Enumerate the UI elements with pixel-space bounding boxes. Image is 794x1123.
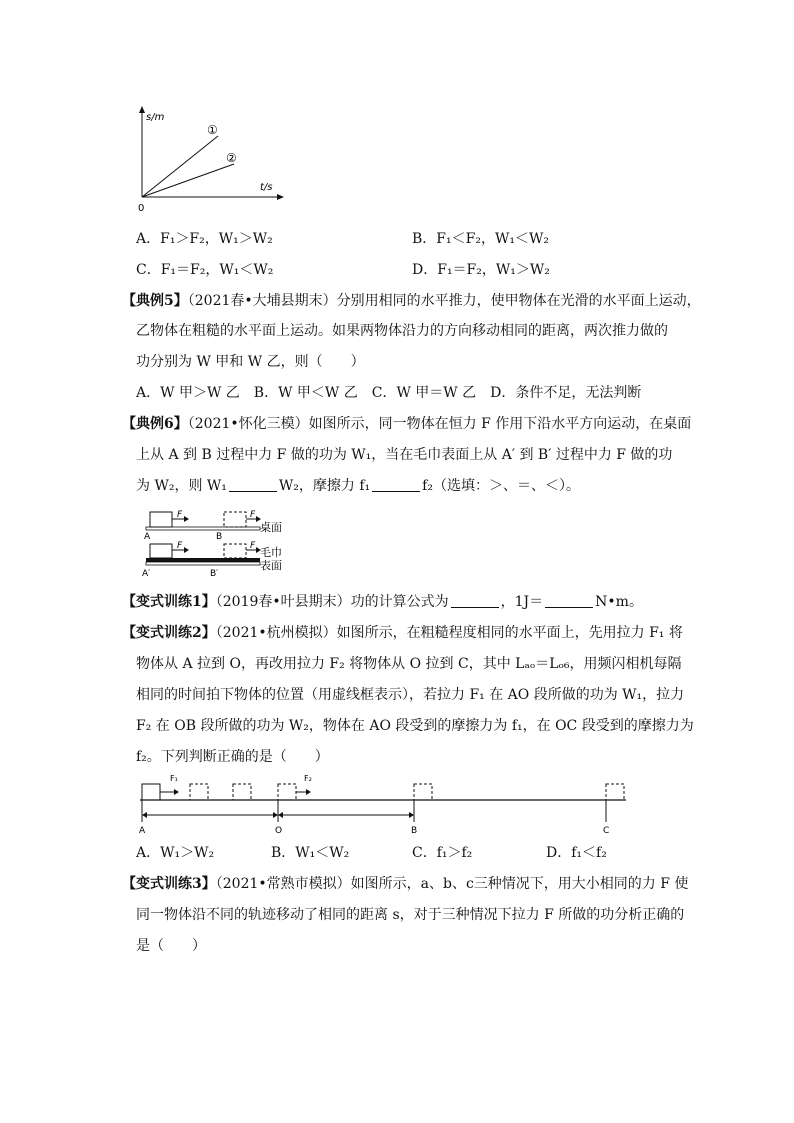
example-5-text: （2021春•大埔县期末）分别用相同的水平推力，使甲物体在光滑的水平面上运动， bbox=[187, 293, 701, 309]
flash-box-1 bbox=[190, 784, 208, 800]
point-a-prime: A′ bbox=[142, 569, 151, 579]
variant-2-option-b[interactable]: B．W₁＜W₂ bbox=[271, 845, 350, 861]
label-o: O bbox=[275, 826, 283, 836]
answer-blank-1[interactable] bbox=[229, 477, 277, 492]
example-5-line-1 bbox=[122, 291, 701, 311]
towel-base bbox=[146, 562, 260, 565]
q4-option-c[interactable]: C．F₁＝F₂，W₁＜W₂ bbox=[136, 262, 274, 278]
example-6-text-b: W₂，摩擦力 f₁ bbox=[278, 478, 371, 494]
ob-arrow-right bbox=[409, 812, 414, 818]
line-2 bbox=[142, 164, 234, 197]
flash-box-3 bbox=[278, 784, 296, 800]
ob-arrow-left bbox=[278, 812, 283, 818]
variant-1-text-a: （2019春•叶县期末）功的计算公式为 bbox=[215, 594, 449, 610]
variant-2-line-1 bbox=[122, 623, 683, 643]
desk-towel-figure bbox=[140, 506, 300, 580]
variant-1-tag: 【变式训练1】 bbox=[122, 594, 216, 610]
variant-1-text-c: N•m。 bbox=[595, 594, 643, 610]
variant-2-tag: 【变式训练2】 bbox=[122, 625, 216, 641]
point-b-prime: B′ bbox=[210, 569, 219, 579]
towel-label-2: 表面 bbox=[260, 559, 282, 572]
f1-label: F₁ bbox=[170, 774, 178, 783]
s-t-graph bbox=[130, 100, 290, 220]
block-end bbox=[224, 512, 246, 527]
line-1 bbox=[142, 136, 218, 197]
variant-1-line bbox=[122, 592, 643, 612]
flash-box-4 bbox=[414, 784, 432, 800]
example-5-line-3: 功分别为 W 甲和 W 乙，则（ ） bbox=[136, 354, 365, 370]
example-6-text-a: 为 W₂，则 W₁ bbox=[136, 478, 227, 494]
ao-arrow-left bbox=[142, 812, 147, 818]
y-axis-label: s/m bbox=[146, 112, 165, 123]
variant-1-text-b: ，1J＝ bbox=[500, 594, 544, 610]
origin-label: 0 bbox=[138, 203, 145, 214]
variant-2-line-2: 物体从 A 拉到 O，再改用拉力 F₂ 将物体从 O 拉到 C，其中 Lₐₒ＝Lₒ₆，用频闪相机每隔 bbox=[136, 656, 682, 672]
block-start bbox=[150, 512, 172, 527]
variant-2-option-d[interactable]: D．f₁＜f₂ bbox=[546, 845, 607, 861]
variant-3-line-1 bbox=[122, 874, 688, 894]
example-6-line-1 bbox=[122, 414, 691, 434]
point-b: B bbox=[216, 532, 223, 542]
q4-option-a[interactable]: A．F₁＞F₂，W₁＞W₂ bbox=[136, 231, 273, 247]
force-label-2: F bbox=[250, 510, 256, 520]
line-1-label: ① bbox=[207, 123, 218, 137]
variant-3-line-3: 是（ ） bbox=[136, 938, 206, 954]
block-start-towel bbox=[150, 544, 172, 558]
towel-surface bbox=[146, 558, 260, 562]
example-6-line-2: 上从 A 到 B 过程中力 F 做的功为 W₁，当在毛巾表面上从 A′ 到 B′ 过程中力 F 做的功 bbox=[136, 447, 673, 463]
line-2-label: ② bbox=[226, 151, 237, 165]
variant-2-option-c[interactable]: C．f₁＞f₂ bbox=[412, 845, 473, 861]
variant-2-option-a[interactable]: A．W₁＞W₂ bbox=[136, 845, 215, 861]
label-a: A bbox=[139, 826, 146, 836]
variant-2-text: （2021•杭州模拟）如图所示，在粗糙程度相同的水平面上，先用拉力 F₁ 将 bbox=[215, 625, 683, 641]
answer-blank-4[interactable] bbox=[545, 593, 593, 608]
variant-2-line-3: 相同的时间拍下物体的位置（用虚线框表示），若拉力 F₁ 在 AO 段所做的功为 W₁，拉力 bbox=[136, 687, 685, 703]
towel-label-1: 毛巾 bbox=[260, 546, 282, 559]
answer-blank-2[interactable] bbox=[372, 477, 420, 492]
label-c: C bbox=[603, 826, 610, 836]
example-6-text: （2021•怀化三模）如图所示，同一物体在恒力 F 作用下沿水平方向运动，在桌面 bbox=[187, 416, 692, 432]
variant-3-text: （2021•常熟市模拟）如图所示，a、b、c三种情况下，用大小相同的力 F 使 bbox=[215, 876, 689, 892]
force-label-3: F bbox=[177, 541, 183, 551]
f2-arrow-head bbox=[306, 789, 311, 795]
f2-label: F₂ bbox=[304, 774, 312, 783]
example-5-tag: 【典例5】 bbox=[122, 293, 188, 309]
f1-arrow-head bbox=[174, 789, 179, 795]
example-6-tag: 【典例6】 bbox=[122, 416, 188, 432]
example-5-line-2: 乙物体在粗糙的水平面上运动。如果两物体沿力的方向移动相同的距离，两次推力做的 bbox=[136, 323, 668, 339]
y-axis-arrow bbox=[139, 106, 145, 113]
example-5-options[interactable]: A．W 甲＞W 乙 B．W 甲＜W 乙 C．W 甲＝W 乙 D．条件不足，无法判断 bbox=[136, 385, 642, 401]
force-label: F bbox=[177, 510, 183, 520]
variant-3-tag: 【变式训练3】 bbox=[122, 876, 216, 892]
variant-2-line-5: f₂。下列判断正确的是（ ） bbox=[136, 749, 329, 765]
flash-box-5 bbox=[606, 784, 624, 800]
q4-option-d[interactable]: D．F₁＝F₂，W₁＞W₂ bbox=[412, 262, 550, 278]
object-block bbox=[142, 784, 160, 800]
force-arrow-head-3 bbox=[184, 547, 189, 553]
force-label-4: F bbox=[250, 541, 256, 551]
example-6-line-3 bbox=[136, 476, 580, 496]
x-axis-arrow bbox=[277, 194, 284, 200]
block-end-towel bbox=[224, 544, 246, 558]
variant-2-line-4: F₂ 在 OB 段所做的功为 W₂，物体在 AO 段受到的摩擦力为 f₁，在 OC 段受到的摩擦力为 bbox=[136, 718, 694, 734]
x-axis-label: t/s bbox=[260, 182, 273, 193]
ao-arrow-right bbox=[273, 812, 278, 818]
label-b: B bbox=[411, 826, 418, 836]
flash-photo-figure bbox=[136, 770, 636, 838]
variant-3-line-2: 同一物体沿不同的轨迹移动了相同的距离 s，对于三种情况下拉力 F 所做的功分析正确的 bbox=[136, 907, 685, 923]
point-a: A bbox=[144, 532, 151, 542]
q4-option-b[interactable]: B．F₁＜F₂，W₁＜W₂ bbox=[412, 231, 549, 247]
example-6-text-c: f₂（选填：＞、＝、＜）。 bbox=[422, 478, 580, 494]
flash-box-2 bbox=[233, 784, 251, 800]
force-arrow-head bbox=[184, 516, 189, 522]
desk-label: 桌面 bbox=[260, 521, 282, 534]
answer-blank-3[interactable] bbox=[451, 593, 499, 608]
